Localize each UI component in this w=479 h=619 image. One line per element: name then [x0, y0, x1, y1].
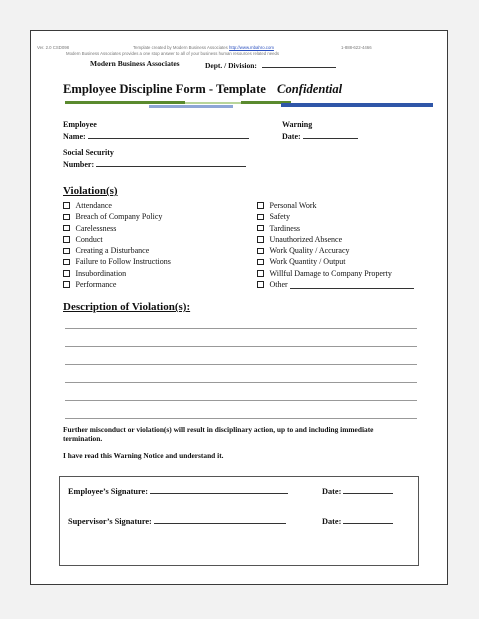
checkbox[interactable] — [257, 214, 264, 221]
title-confidential: Confidential — [277, 82, 343, 96]
checkbox[interactable] — [63, 281, 70, 288]
checkbox[interactable] — [63, 248, 70, 255]
supervisor-date-line[interactable] — [343, 515, 393, 524]
page-title — [63, 82, 342, 97]
employee-name-line[interactable] — [88, 130, 249, 139]
dept-line[interactable] — [262, 59, 336, 68]
violation-disturbance[interactable]: Creating a Disturbance — [63, 245, 171, 256]
checkbox[interactable] — [257, 236, 264, 243]
violation-conduct[interactable]: Conduct — [63, 234, 171, 245]
bar-blue — [281, 103, 433, 107]
bar-light-green — [185, 102, 241, 104]
violation-safety[interactable]: Safety — [257, 211, 414, 222]
employee-signature-label: Employee’s Signature: — [68, 487, 148, 496]
violation-work-quality[interactable]: Work Quality / Accuracy — [257, 245, 414, 256]
employee-date-line[interactable] — [343, 485, 393, 494]
acknowledgement-text: I have read this Warning Notice and understand it. — [63, 451, 224, 460]
checkbox[interactable] — [63, 270, 70, 277]
name-label: Name: — [63, 131, 86, 141]
employee-signature-field — [68, 485, 288, 496]
employee-date-label: Date: — [322, 487, 342, 496]
template-note-text: Template created by Modern Business Associates — [133, 45, 228, 50]
employee-label: Employee — [63, 120, 97, 129]
checkbox[interactable] — [257, 202, 264, 209]
checkbox[interactable] — [257, 270, 264, 277]
violation-insubordination[interactable]: Insubordination — [63, 268, 171, 279]
checkbox[interactable] — [257, 281, 264, 288]
date-label: Date: — [282, 131, 301, 141]
violations-heading: Violation(s) — [63, 185, 118, 197]
template-note — [133, 45, 274, 50]
description-line-3[interactable] — [65, 364, 417, 365]
employee-name-field — [63, 120, 249, 141]
employee-signature-line[interactable] — [150, 485, 288, 494]
ssn-line[interactable] — [96, 158, 246, 167]
description-line-5[interactable] — [65, 400, 417, 401]
company-name: Modern Business Associates — [90, 59, 180, 68]
violations-left-column — [63, 200, 171, 290]
checkbox[interactable] — [63, 225, 70, 232]
warning-label: Warning — [282, 120, 313, 129]
checkbox[interactable] — [257, 259, 264, 266]
violation-tardiness[interactable]: Tardiness — [257, 223, 414, 234]
supervisor-date-field — [322, 515, 393, 526]
checkbox[interactable] — [63, 202, 70, 209]
violation-carelessness[interactable]: Carelessness — [63, 223, 171, 234]
checkbox[interactable] — [63, 259, 70, 266]
checkbox[interactable] — [257, 225, 264, 232]
checkbox[interactable] — [257, 248, 264, 255]
violation-personal-work[interactable]: Personal Work — [257, 200, 414, 211]
description-line-4[interactable] — [65, 382, 417, 383]
bar-green — [65, 101, 185, 104]
number-label: Number: — [63, 159, 95, 169]
description-line-2[interactable] — [65, 346, 417, 347]
violation-willful-damage[interactable]: Willful Damage to Company Property — [257, 268, 414, 279]
ssn-label: Social Security — [63, 148, 114, 157]
website-link[interactable]: http://www.mbahro.com — [229, 45, 274, 50]
employee-date-field — [322, 485, 393, 496]
version-text: Ver. 2.0 CSD098 — [37, 45, 70, 50]
checkbox[interactable] — [63, 214, 70, 221]
supervisor-signature-label: Supervisor’s Signature: — [68, 517, 152, 526]
signature-box — [59, 476, 419, 566]
supervisor-date-label: Date: — [322, 517, 342, 526]
form-page — [30, 30, 448, 585]
violation-other[interactable]: Other — [257, 279, 414, 290]
description-line-6[interactable] — [65, 418, 417, 419]
dept-label: Dept. / Division: — [205, 61, 257, 70]
supervisor-signature-field — [68, 515, 286, 526]
violation-unauthorized-absence[interactable]: Unauthorized Absence — [257, 234, 414, 245]
violation-failure-instructions[interactable]: Failure to Follow Instructions — [63, 256, 171, 267]
violation-performance[interactable]: Performance — [63, 279, 171, 290]
warning-date-line[interactable] — [303, 130, 358, 139]
dept-division — [205, 59, 336, 70]
ssn-field — [63, 148, 246, 169]
bar-light-blue — [149, 105, 233, 108]
misconduct-notice: Further misconduct or violation(s) will result in disciplinary action, up to and including immediate termination. — [63, 425, 374, 443]
description-heading: Description of Violation(s): — [63, 301, 191, 313]
tagline-text: Modern Business Associates provides a one stop answer to all of your business human resources related needs — [66, 51, 280, 56]
title-main: Employee Discipline Form - Template — [63, 82, 266, 96]
supervisor-signature-line[interactable] — [154, 515, 286, 524]
violation-work-quantity[interactable]: Work Quantity / Output — [257, 256, 414, 267]
violation-attendance[interactable]: Attendance — [63, 200, 171, 211]
warning-date-field — [282, 120, 358, 141]
checkbox[interactable] — [63, 236, 70, 243]
description-line-1[interactable] — [65, 328, 417, 329]
violations-right-column — [257, 200, 414, 290]
violation-breach-policy[interactable]: Breach of Company Policy — [63, 211, 171, 222]
phone-text: 1-888-622-4466 — [341, 45, 372, 50]
other-line[interactable] — [290, 280, 414, 289]
